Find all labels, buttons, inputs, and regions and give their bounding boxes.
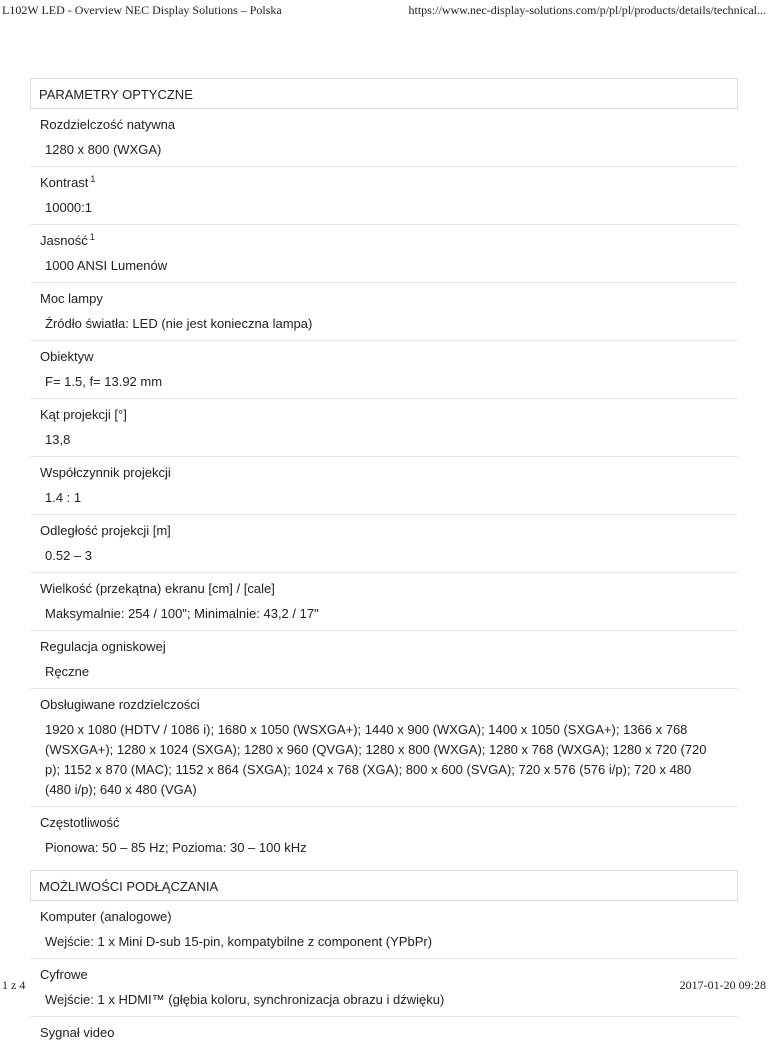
spec-label [40, 695, 738, 715]
spec-label-text: Rozdzielczość natywna [40, 117, 176, 132]
spec-label [40, 637, 738, 657]
section-body [30, 109, 738, 870]
spec-row [30, 457, 738, 515]
spec-label [40, 115, 738, 135]
spec-label-text: Kąt projekcji [°] [40, 407, 127, 422]
page-number: 1 z 4 [2, 978, 26, 992]
spec-value: 13,8 [45, 432, 71, 447]
spec-row [30, 399, 738, 457]
spec-label [40, 579, 738, 599]
print-datetime: 2017-01-20 09:28 [679, 978, 766, 992]
spec-row [30, 167, 738, 225]
spec-label-text: Regulacja ogniskowej [40, 639, 166, 654]
spec-value: 1.4 : 1 [45, 490, 82, 505]
spec-label-text: Wielkość (przekątna) ekranu [cm] / [cale] [40, 581, 275, 596]
spec-row [30, 225, 738, 283]
spec-label [40, 463, 738, 483]
spec-row [30, 901, 738, 959]
spec-row [30, 341, 738, 399]
section-connectivity [30, 870, 738, 1055]
spec-value: Ręczne [45, 664, 90, 679]
spec-label [40, 347, 738, 367]
section-header: MOŻLIWOŚCI PODŁĄCZANIA [30, 870, 738, 901]
print-footer [0, 976, 768, 994]
spec-label-text: Współczynnik projekcji [40, 465, 171, 480]
spec-value: 0.52 – 3 [45, 548, 92, 563]
spec-label [40, 521, 738, 541]
spec-value: Pionowa: 50 – 85 Hz; Pozioma: 30 – 100 kHz [45, 840, 307, 855]
page-title: L102W LED - Overview NEC Display Solutions – Polska [2, 3, 282, 17]
spec-row [30, 515, 738, 573]
spec-value: Maksymalnie: 254 / 100"; Minimalnie: 43,2 / 17" [45, 606, 319, 621]
spec-row [30, 631, 738, 689]
spec-value: 1000 ANSI Lumenów [45, 258, 168, 273]
page-url: https://www.nec-display-solutions.com/p/pl/pl/products/details/technical... [408, 3, 766, 17]
spec-value: 1920 x 1080 (HDTV / 1086 i); 1680 x 1050 (WSXGA+); 1440 x 900 (WXGA); 1400 x 1050 (SXGA+); 1366 x 768 (WSXGA+); 1280 x 1024 (SXGA); 1280 x 960 (QVGA); 1280 x 800 (WXGA); 1280 x 768 (WXGA); 1280 x 720 (720 p); 1152 x 870 (MAC); 1152 x 864 (SXGA); 1024 x 768 (XGA); 800 x 600 (SVGA); 720 x 576 (576 i/p); 720 x 480 (480 i/p); 640 x 480 (VGA) [45, 722, 707, 797]
spec-label [40, 231, 738, 251]
print-header [0, 0, 768, 20]
spec-label-text: Moc lampy [40, 291, 103, 306]
spec-label-text: Komputer (analogowe) [40, 909, 172, 924]
spec-content [30, 78, 738, 1055]
spec-label-text: Częstotliwość [40, 815, 120, 830]
spec-value: 10000:1 [45, 200, 92, 215]
footnote-marker: 1 [89, 231, 95, 242]
spec-value: F= 1.5, f= 13.92 mm [45, 374, 163, 389]
spec-value: Wejście: 1 x HDMI™ (głębia koloru, synchronizacja obrazu i dźwięku) [45, 992, 445, 1007]
spec-label-text: Obiektyw [40, 349, 94, 364]
spec-label-text: Kontrast [40, 175, 89, 190]
footnote-marker: 1 [90, 173, 96, 184]
spec-label [40, 907, 738, 927]
spec-row [30, 573, 738, 631]
spec-row [30, 109, 738, 167]
spec-row [30, 283, 738, 341]
spec-label-text: Obsługiwane rozdzielczości [40, 697, 200, 712]
spec-label [40, 1023, 738, 1043]
spec-label-text: Cyfrowe [40, 967, 88, 982]
spec-value: Wejście: 1 x Mini D-sub 15-pin, kompatybilne z component (YPbPr) [45, 934, 433, 949]
spec-label [40, 173, 738, 193]
spec-label-text: Odległość projekcji [m] [40, 523, 171, 538]
spec-label [40, 813, 738, 833]
spec-value: 1280 x 800 (WXGA) [45, 142, 162, 157]
spec-label-text: Sygnał video [40, 1025, 115, 1040]
section-optical [30, 78, 738, 870]
spec-label [40, 289, 738, 309]
spec-row [30, 1017, 738, 1049]
spec-value: Źródło światła: LED (nie jest konieczna lampa) [45, 316, 313, 331]
section-header: PARAMETRY OPTYCZNE [30, 78, 738, 109]
spec-row [30, 689, 738, 807]
spec-row [30, 807, 738, 864]
spec-label [40, 405, 738, 425]
spec-label-text: Jasność [40, 233, 88, 248]
